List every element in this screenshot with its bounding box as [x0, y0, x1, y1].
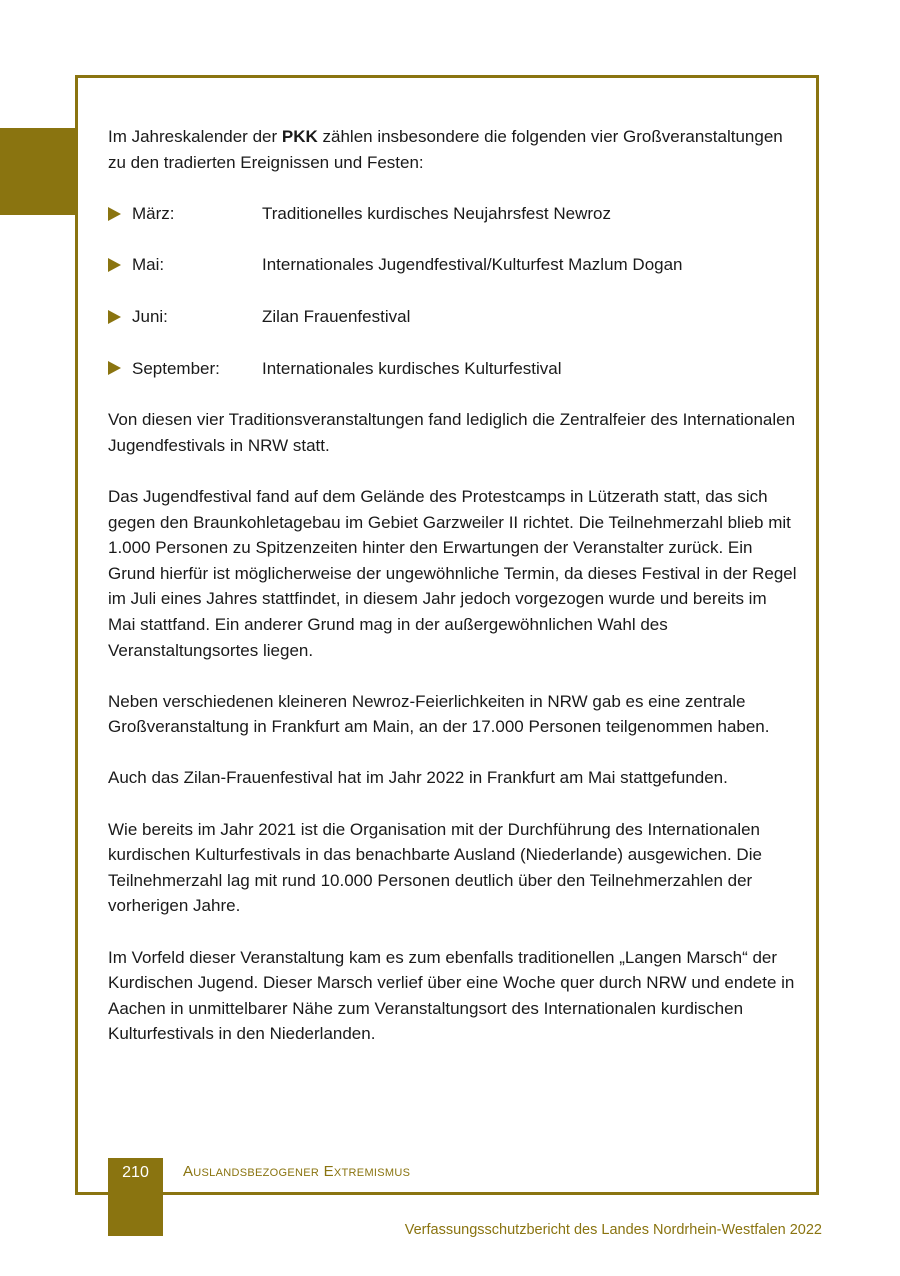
triangle-bullet-icon: [108, 361, 121, 375]
body-paragraph: Im Vorfeld dieser Veranstaltung kam es zum ebenfalls traditionellen „Langen Marsch“ der Kurdischen Jugend. Dieser Marsch verlief über eine Woche quer durch NRW und endete in Aachen in unmittelbarer Nähe zum Veranstaltungsort des Internationalen kurdischen Kulturfestivals in den Niederlanden.: [108, 947, 795, 1044]
section-title: Auslandsbezogener Extremismus: [183, 1163, 411, 1180]
event-description: Internationales kurdisches Kulturfestival: [262, 358, 562, 378]
side-tab-marker: [0, 128, 77, 215]
triangle-bullet-icon: [108, 207, 121, 221]
intro-paragraph: [108, 124, 798, 175]
intro-text-start: Im Jahreskalender der: [108, 127, 282, 146]
event-description: Traditionelles kurdisches Neujahrsfest Newroz: [262, 203, 611, 223]
triangle-bullet-icon: [108, 258, 121, 272]
event-item: [108, 252, 798, 278]
page-number: 210: [108, 1158, 163, 1236]
event-item: [108, 304, 798, 330]
body-paragraph: Von diesen vier Traditionsveranstaltungen fand lediglich die Zentralfeier des Internationalen Jugendfestivals in NRW statt.: [108, 410, 796, 455]
event-month: Mai:: [132, 255, 165, 275]
event-item: [108, 201, 798, 227]
triangle-bullet-icon: [108, 310, 121, 324]
event-month: März:: [132, 203, 175, 223]
body-paragraph: Das Jugendfestival fand auf dem Gelände des Protestcamps in Lützerath statt, das sich gegen den Braunkohletagebau im Gebiet Garzweiler II richtet. Die Teilnehmerzahl blieb mit 1.000 Personen zu Spitzenzeiten hinter den Erwartungen der Veranstalter zurück. Ein Grund hierfür ist möglicherweise der ungewöhnliche Termin, da dieses Festival in der Regel im Juli eines Jahres stattfindet, in diesem Jahr jedoch vorgezogen wurde und bereits im Mai stattfand. Ein anderer Grund mag in der außergewöhnlichen Wahl des Veranstaltungsortes liegen.: [108, 486, 797, 660]
body-paragraph: Auch das Zilan-Frauenfestival hat im Jahr 2022 in Frankfurt am Mai stattgefunden.: [108, 768, 728, 788]
event-month: September:: [132, 358, 220, 378]
intro-bold-pkk: PKK: [281, 127, 318, 146]
main-content: [108, 124, 798, 1073]
event-description: Zilan Frauenfestival: [262, 306, 411, 326]
body-paragraph: Wie bereits im Jahr 2021 ist die Organisation mit der Durchführung des Internationalen kurdischen Kulturfestivals in das benachbarte Ausland (Niederlande) ausgewichen. Die Teilnehmerzahl lag mit rund 10.000 Personen deutlich über den Teilnehmerzahlen der vorherigen Jahre.: [108, 819, 762, 916]
event-month: Juni:: [132, 306, 168, 326]
body-paragraph: Neben verschiedenen kleineren Newroz-Feierlichkeiten in NRW gab es eine zentrale Großveranstaltung in Frankfurt am Main, an der 17.000 Personen teilgenommen haben.: [108, 691, 770, 737]
footer-publication-title: Verfassungsschutzbericht des Landes Nordrhein-Westfalen 2022: [404, 1222, 822, 1238]
event-description: Internationales Jugendfestival/Kulturfest Mazlum Dogan: [262, 255, 683, 275]
intro-text-end: zählen insbesondere die folgenden vier Großveranstaltungen zu den tradierten Ereignissen und Festen:: [108, 127, 783, 172]
event-item: [108, 356, 798, 382]
